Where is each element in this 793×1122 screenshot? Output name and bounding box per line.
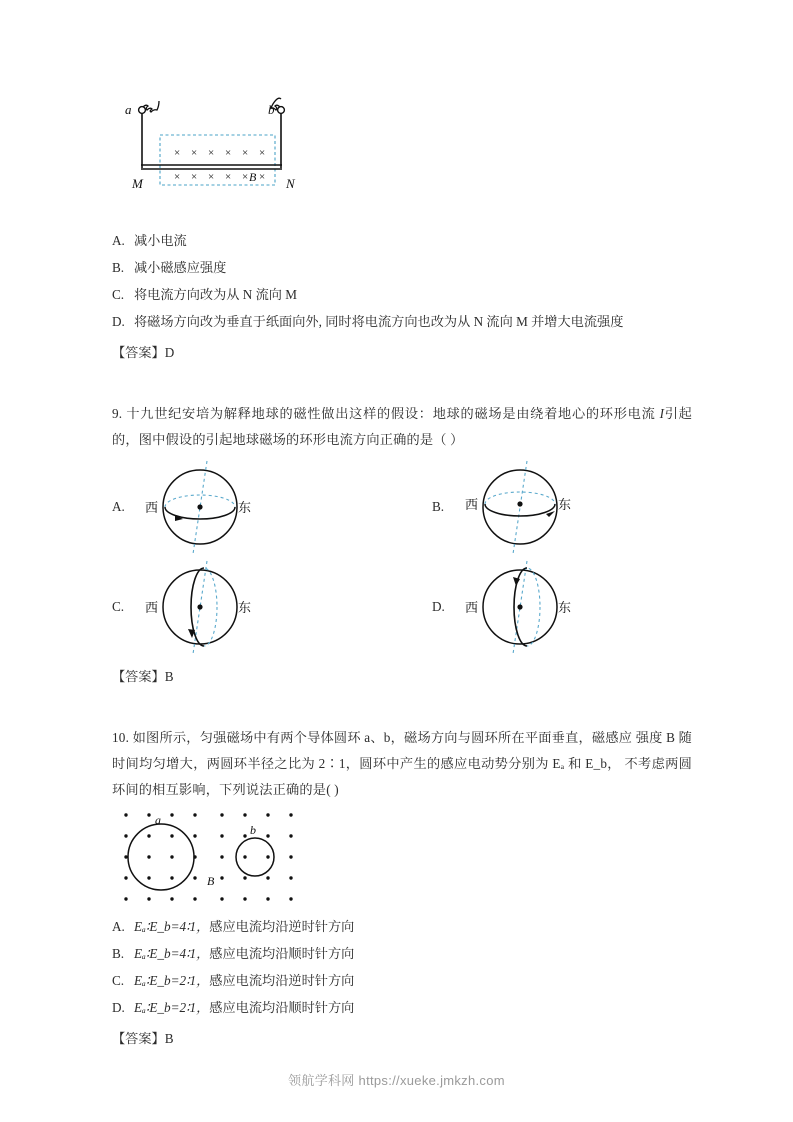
svg-text:×: ×	[259, 171, 266, 183]
svg-text:×: ×	[225, 171, 232, 183]
q10-stem-line3: 不考虑两圆环间的相互影响，下列说法正确的是( )	[112, 756, 693, 797]
q8-option-d-text: 将磁场方向改为垂直于纸面向外, 同时将电流方向也改为从 N 流向 M 并增大电流强度	[134, 314, 624, 329]
q9-stem-line2: 引起的，图中假设的引起地球磁场的环形电流方向正确的是（ ）	[112, 406, 693, 447]
q9-sphere-a-svg	[134, 459, 284, 559]
q8-answer-line	[112, 339, 692, 367]
q9-sphere-d-svg	[454, 559, 604, 659]
q9-current-symbol: I	[659, 406, 665, 421]
q8-option-b-label: B.	[112, 260, 125, 275]
label-rail-right-N: N	[286, 176, 295, 191]
q9-stem-line1: 十九世纪安培为解释地球的磁性做出这样的假设：地球的磁场是由绕着地心的环形电流	[126, 406, 656, 421]
svg-text:×: ×	[242, 171, 249, 183]
svg-text:×: ×	[208, 147, 215, 159]
label-ring-b: b	[250, 823, 256, 837]
q10-option-a	[112, 913, 692, 940]
earth-center-a	[197, 504, 202, 509]
rail-circuit-svg	[118, 80, 368, 215]
q10-stem-line1: 如图所示，匀强磁场中有两个导体圆环 a、b，磁场方向与圆环所在平面垂直，磁感应	[132, 730, 633, 745]
label-rail-left-M: M	[132, 176, 143, 191]
q10-option-d-text: 感应电流均沿顺时针方向	[209, 1000, 355, 1015]
q9-option-d-cell	[432, 559, 662, 659]
q10-answer-prefix: 【答案】	[112, 1031, 165, 1046]
q8-option-b	[112, 254, 692, 281]
q10-option-b	[112, 940, 692, 967]
terminal-a-node	[139, 107, 146, 114]
q8-option-a-text: 减小电流	[134, 233, 187, 248]
q10-option-c-label: C.	[112, 973, 125, 988]
q10-option-b-label: B.	[112, 946, 125, 961]
q9-answer-line	[112, 663, 692, 691]
q10-stem	[112, 725, 692, 803]
section-gap-2	[112, 691, 692, 725]
q10-option-b-text: 感应电流均沿顺时针方向	[209, 946, 355, 961]
question9-figure-group	[112, 459, 692, 659]
q8-answer-prefix: 【答案】	[112, 345, 165, 360]
earth-axis-b	[513, 461, 527, 554]
label-ring-a: a	[155, 813, 161, 827]
q9-answer-value: B	[164, 669, 174, 684]
q9-b-west: 西	[465, 497, 479, 512]
q10-option-c-text: 感应电流均沿逆时针方向	[209, 973, 355, 988]
figure-two-rings	[114, 807, 314, 907]
q8-option-c-label: C.	[112, 287, 125, 302]
svg-text:×: ×	[191, 147, 198, 159]
page-content	[112, 80, 692, 1053]
q10-stem-line2: 强度 B 随时间均匀增大，两圆环半径之比为 2∶1，圆环中产生的感应电动势分别为 Eₐ 和 E_b，	[112, 730, 692, 771]
svg-text:×: ×	[225, 147, 232, 159]
figure-rail-circuit	[118, 80, 368, 215]
q9-option-d-label: D.	[432, 599, 445, 614]
q8-option-d-label: D.	[112, 314, 125, 329]
q9-b-east: 东	[558, 497, 572, 512]
q8-option-d	[112, 308, 692, 335]
q9-option-c-cell	[112, 559, 342, 659]
label-terminal-a: a	[125, 102, 132, 117]
q10-option-d-label: D.	[112, 1000, 125, 1015]
svg-text:×: ×	[208, 171, 215, 183]
q8-option-c-text: 将电流方向改为从 N 流向 M	[134, 287, 298, 302]
label-field-B: B	[249, 170, 257, 184]
q9-sphere-b-svg	[454, 459, 604, 559]
q10-answer-value: B	[164, 1031, 174, 1046]
q10-option-a-text: 感应电流均沿逆时针方向	[209, 919, 355, 934]
q10-option-c	[112, 967, 692, 994]
earth-center-c	[197, 604, 202, 609]
q10-number: 10.	[112, 730, 130, 745]
q10-option-d	[112, 994, 692, 1021]
q9-option-a-label: A.	[112, 499, 125, 514]
q10-answer-line	[112, 1025, 692, 1053]
two-rings-svg	[114, 807, 314, 907]
q10-option-a-label: A.	[112, 919, 125, 934]
q10-option-c-ratio: Eₐ∶E_b=2∶1，	[134, 973, 210, 988]
q9-option-b-cell	[432, 459, 662, 559]
svg-text:×: ×	[242, 147, 249, 159]
q9-number: 9.	[112, 406, 123, 421]
earth-center-b	[517, 501, 522, 506]
label-field-B-q10: B	[207, 874, 215, 888]
question8-options	[112, 227, 692, 367]
footer-url: https://xueke.jmkzh.com	[358, 1073, 505, 1088]
q9-stem	[112, 401, 692, 453]
q10-option-b-ratio: Eₐ∶E_b=4∶1，	[134, 946, 210, 961]
q10-option-a-ratio: Eₐ∶E_b=4∶1，	[134, 919, 210, 934]
q9-a-east: 东	[238, 500, 252, 515]
section-gap-1	[112, 367, 692, 401]
field-crosses-row-1	[174, 147, 265, 159]
q8-option-a	[112, 227, 692, 254]
q9-d-west: 西	[465, 600, 479, 615]
q9-answer-prefix: 【答案】	[112, 669, 165, 684]
question10-options	[112, 913, 692, 1021]
q9-option-c-label: C.	[112, 599, 125, 614]
q8-answer-value: D	[164, 345, 175, 360]
footer-watermark	[0, 1070, 793, 1089]
question9	[112, 401, 692, 691]
q8-option-c	[112, 281, 692, 308]
q9-option-b-label: B.	[432, 499, 445, 514]
q9-d-east: 东	[558, 600, 572, 615]
earth-outline-b	[483, 470, 557, 544]
question10	[112, 725, 692, 1053]
q9-a-west: 西	[145, 500, 159, 515]
svg-text:×: ×	[174, 171, 181, 183]
svg-text:×: ×	[259, 147, 266, 159]
label-terminal-b: b	[268, 102, 275, 117]
q9-c-east: 东	[238, 600, 252, 615]
q8-option-a-label: A.	[112, 233, 125, 248]
q10-option-d-ratio: Eₐ∶E_b=2∶1，	[134, 1000, 210, 1015]
q8-option-b-text: 减小磁感应强度	[134, 260, 227, 275]
footer-site-name: 领航学科网	[288, 1073, 355, 1088]
earth-center-d	[517, 604, 522, 609]
terminal-b-node	[278, 107, 285, 114]
svg-text:×: ×	[174, 147, 181, 159]
q9-sphere-c-svg	[134, 559, 284, 659]
conducting-ring-a	[128, 824, 194, 890]
svg-text:×: ×	[191, 171, 198, 183]
q9-option-a-cell	[112, 459, 342, 559]
q9-c-west: 西	[145, 600, 159, 615]
